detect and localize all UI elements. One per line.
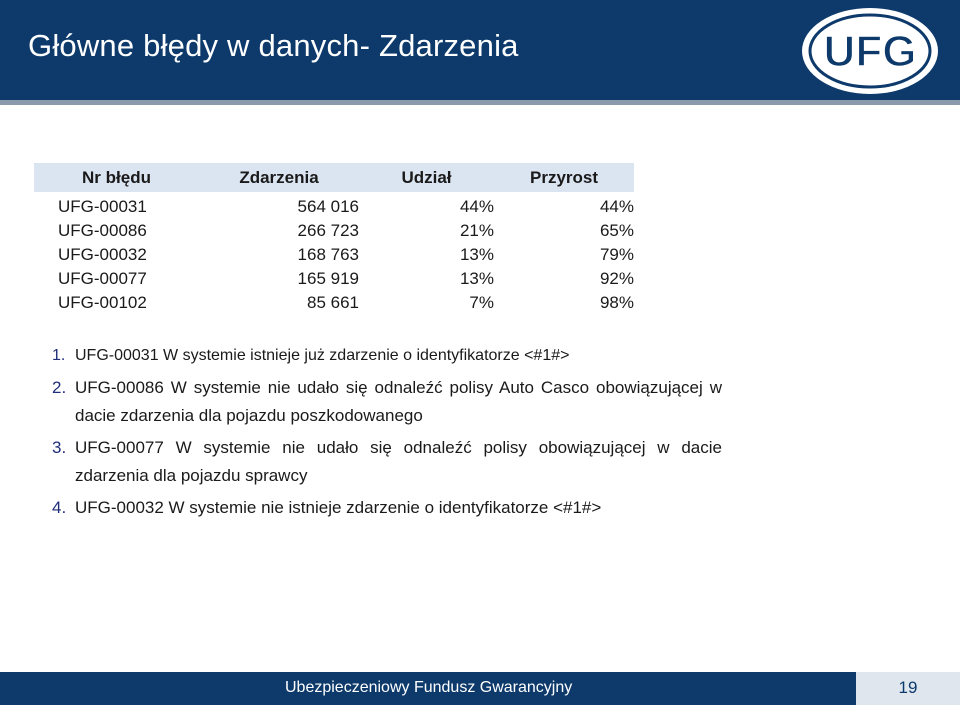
table-row: [34, 291, 634, 315]
cell-code: UFG-00086: [58, 221, 147, 240]
cell-growth: 98%: [599, 293, 634, 312]
cell-share: 21%: [459, 221, 494, 240]
cell-share: 44%: [459, 197, 494, 216]
list-item-text: UFG-00086 W systemie nie udało się odnaleźć polisy Auto Casco obowiązującej w dacie zdarzenia dla pojazdu poszkodowanego: [75, 378, 722, 425]
cell-events: 564 016: [297, 197, 359, 216]
cell-growth: 44%: [599, 197, 634, 216]
col-header-code: Nr błędu: [34, 163, 199, 192]
list-item: [52, 342, 722, 370]
cell-events: 85 661: [307, 293, 359, 312]
list-item-number: 2.: [52, 378, 67, 397]
cell-events: 266 723: [297, 221, 359, 240]
cell-code: UFG-00031: [58, 197, 147, 216]
cell-code: UFG-00032: [58, 245, 147, 264]
list-item-text: UFG-00077 W systemie nie udało się odnaleźć polisy obowiązującej w dacie zdarzenia dla pojazdu sprawcy: [75, 438, 722, 485]
slide-title: Główne błędy w danych- Zdarzenia: [28, 28, 519, 63]
cell-growth: 92%: [599, 269, 634, 288]
cell-growth: 65%: [599, 221, 634, 240]
list-item-number: 3.: [52, 438, 67, 457]
list-item-text: UFG-00031 W systemie istnieje już zdarzenie o identyfikatorze <#1#>: [75, 347, 570, 364]
errors-table: [34, 163, 634, 315]
ufg-logo: [800, 6, 940, 96]
table-row: [34, 192, 634, 219]
cell-share: 13%: [459, 245, 494, 264]
footer-organization: Ubezpieczeniowy Fundusz Gwarancyjny: [285, 679, 573, 696]
cell-share: 13%: [459, 269, 494, 288]
cell-code: UFG-00077: [58, 269, 147, 288]
header-divider: [0, 100, 960, 105]
table-header-row: [34, 163, 634, 192]
cell-events: 165 919: [297, 269, 359, 288]
col-header-growth: Przyrost: [494, 163, 634, 192]
table-row: [34, 219, 634, 243]
page-number: 19: [898, 678, 918, 697]
error-descriptions-list: [52, 342, 722, 526]
list-item-number: 4.: [52, 498, 67, 517]
col-header-events: Zdarzenia: [199, 163, 359, 192]
cell-code: UFG-00102: [58, 293, 147, 312]
col-header-share: Udział: [359, 163, 494, 192]
logo-text: UFG: [823, 27, 917, 76]
list-item: [52, 494, 722, 522]
table-row: [34, 243, 634, 267]
list-item: [52, 434, 722, 490]
cell-events: 168 763: [297, 245, 359, 264]
table-row: [34, 267, 634, 291]
list-item-text: UFG-00032 W systemie nie istnieje zdarzenie o identyfikatorze <#1#>: [75, 498, 602, 517]
list-item: [52, 374, 722, 430]
cell-growth: 79%: [599, 245, 634, 264]
list-item-number: 1.: [52, 347, 66, 364]
cell-share: 7%: [469, 293, 494, 312]
